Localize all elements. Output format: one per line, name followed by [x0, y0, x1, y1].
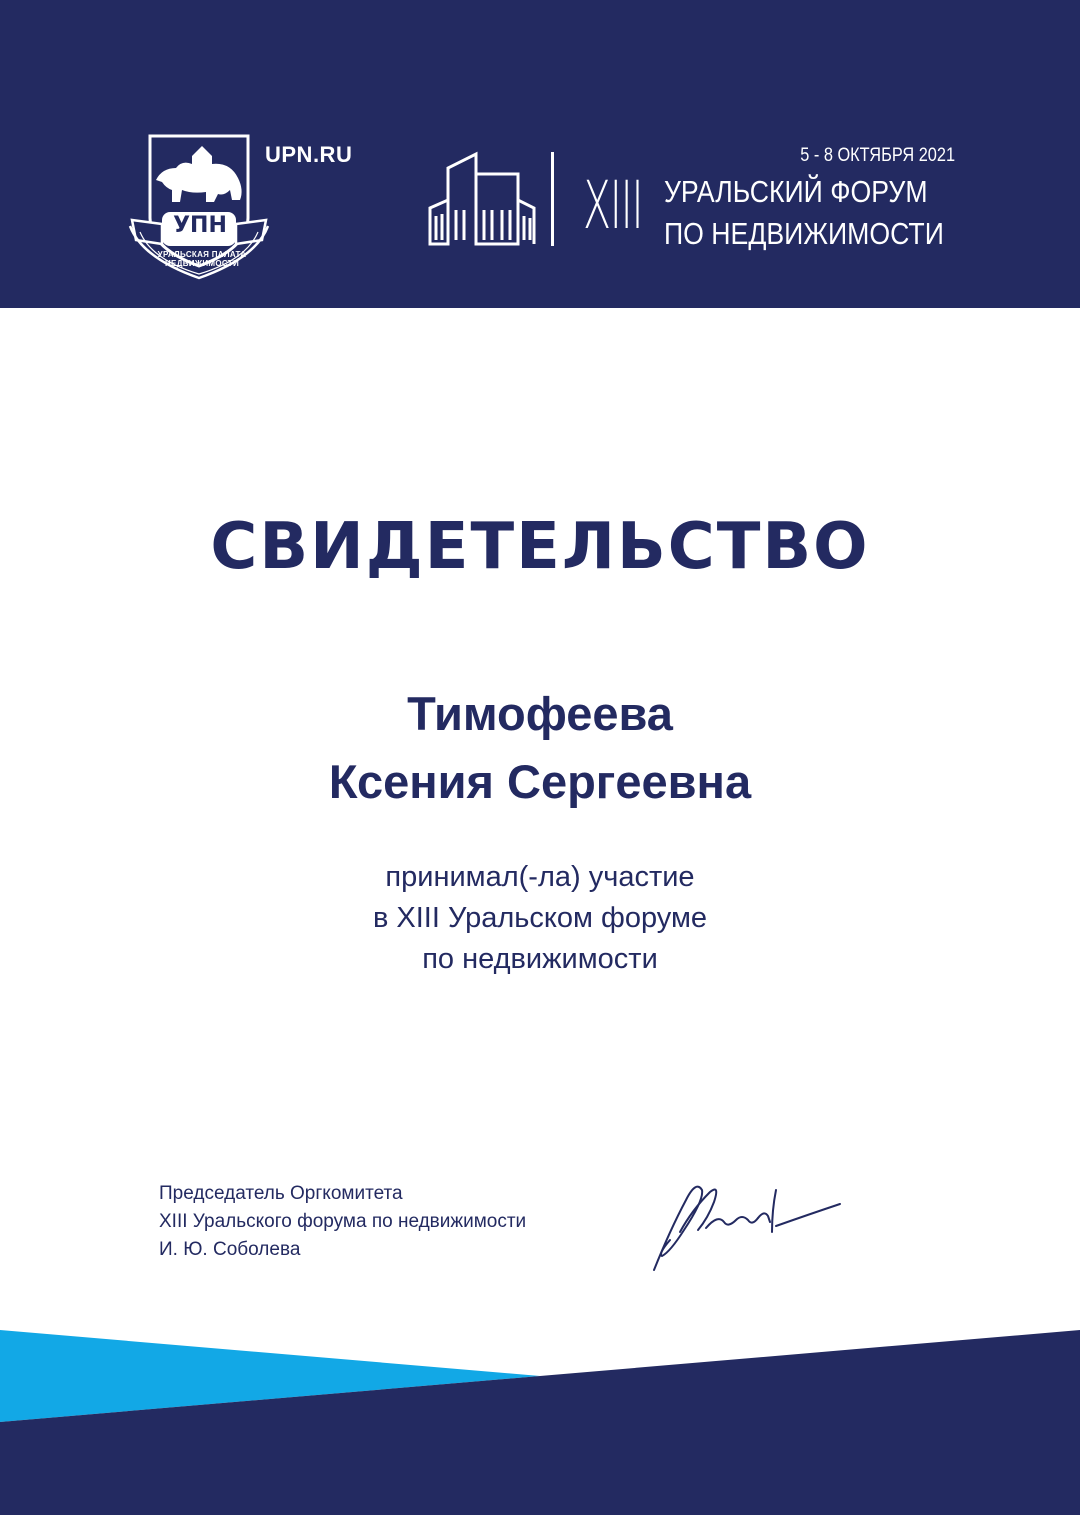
signatory-position: Председатель Оргкомитета	[159, 1183, 403, 1204]
logo-name: УПН	[173, 213, 227, 238]
footer-band	[0, 1330, 1080, 1515]
participation-line3: по недвижимости	[422, 943, 658, 975]
signatory-name: И. Ю. Соболева	[159, 1239, 301, 1260]
recipient-surname: Тимофеева	[407, 687, 673, 740]
forum-number: XIII	[583, 167, 643, 244]
forum-title-line2: ПО НЕДВИЖИМОСТИ	[664, 216, 944, 251]
handwritten-signature-icon	[640, 1170, 850, 1280]
buildings-icon	[426, 150, 538, 248]
logo-ribbon-text: УРАЛЬСКАЯ ПАЛАТА НЕДВИЖИМОСТИ	[157, 250, 247, 268]
header-banner	[0, 0, 1080, 308]
forum-dates: 5 - 8 ОКТЯБРЯ 2021	[800, 145, 955, 166]
certificate-title: СВИДЕТЕЛЬСТВО	[210, 510, 870, 584]
signatory-organization: XIII Уральского форума по недвижимости	[159, 1211, 527, 1232]
participation-line2: в XIII Уральском форуме	[372, 902, 708, 934]
header-divider	[551, 152, 554, 246]
participation-line1: принимал(-ла) участие	[385, 861, 695, 893]
site-url: UPN.RU	[265, 142, 353, 167]
forum-title-line1: УРАЛЬСКИЙ ФОРУМ	[664, 174, 928, 209]
recipient-given-names: Ксения Сергеевна	[328, 755, 752, 808]
